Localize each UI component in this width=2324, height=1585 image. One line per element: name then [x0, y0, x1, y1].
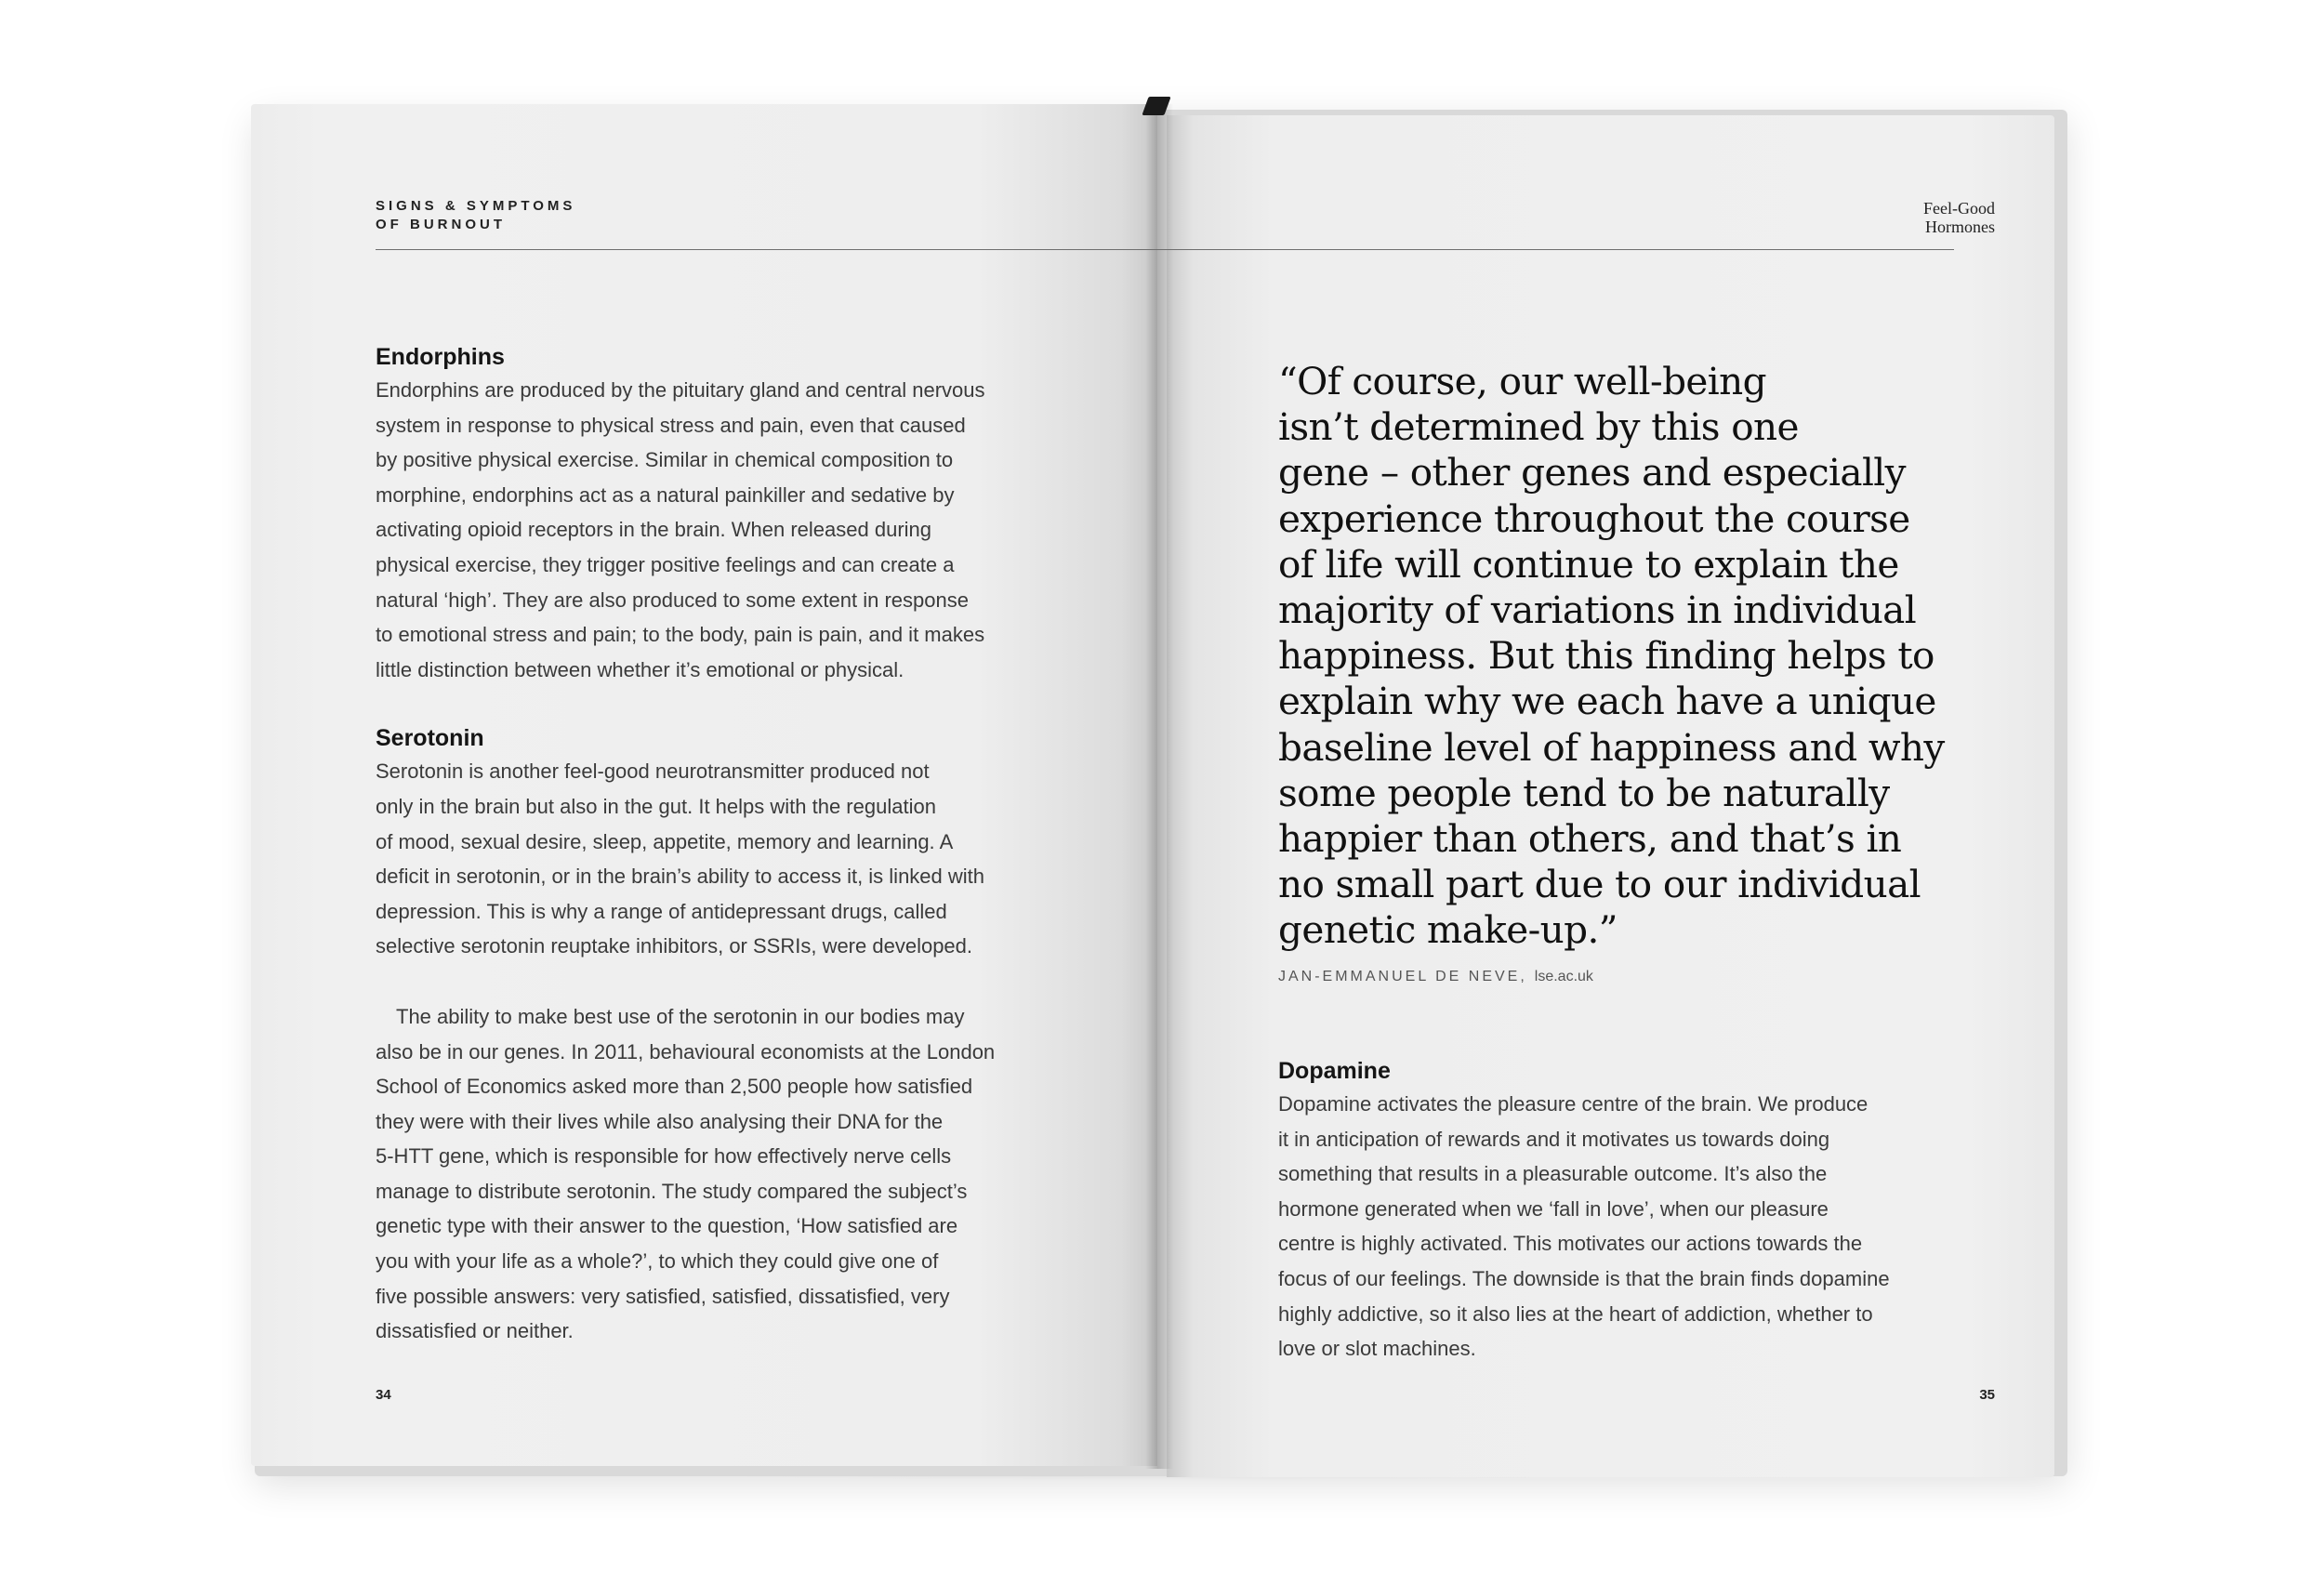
- text-line: little distinction between whether it’s emotional or physical.: [376, 657, 905, 681]
- running-head-left-line-2: OF BURNOUT: [376, 217, 506, 232]
- text-line: deficit in serotonin, or in the brain’s ability to access it, is linked with: [376, 865, 985, 889]
- quote-line: gene – other genes and especially: [1278, 450, 1906, 495]
- text-line: morphine, endorphins act as a natural painkiller and sedative by: [376, 482, 955, 507]
- text-line: centre is highly activated. This motivates our actions towards the: [1278, 1232, 1863, 1256]
- running-head-right-line-2: Hormones: [1925, 218, 1995, 236]
- text-line: system in response to physical stress and pain, even that caused: [376, 413, 966, 437]
- page-number-left: 34: [376, 1387, 391, 1403]
- text-line: natural ‘high’. They are also produced to some extent in response: [376, 588, 969, 612]
- text-line: of mood, sexual desire, sleep, appetite, memory and learning. A: [376, 829, 954, 853]
- quote-line: experience throughout the course: [1278, 495, 1910, 541]
- quote-line: some people tend to be naturally: [1278, 770, 1890, 815]
- text-line: you with your life as a whole?’, to which they could give one of: [376, 1249, 939, 1274]
- text-line: hormone generated when we ‘fall in love’, when our pleasure: [1278, 1196, 1829, 1221]
- text-line: physical exercise, they trigger positive feelings and can create a: [376, 552, 955, 576]
- text-line: School of Economics asked more than 2,500 people how satisfied: [376, 1075, 973, 1099]
- page-number-right: 35: [1979, 1387, 1995, 1403]
- paragraph-spacer: [376, 964, 1045, 999]
- section-heading-serotonin: Serotonin: [376, 725, 484, 752]
- quote-line: happier than others, and that’s in: [1278, 816, 1902, 862]
- text-line: dissatisfied or neither.: [376, 1319, 574, 1343]
- quote-line: baseline level of happiness and why: [1278, 724, 1945, 770]
- right-page: [1167, 115, 2054, 1477]
- quote-line: of life will continue to explain the: [1278, 541, 1899, 587]
- text-line: something that results in a pleasurable outcome. It’s also the: [1278, 1162, 1828, 1186]
- text-line: only in the brain but also in the gut. It helps with the regulation: [376, 794, 936, 818]
- text-line: also be in our genes. In 2011, behavioural economists at the London: [376, 1039, 996, 1063]
- text-line: Dopamine activates the pleasure centre of the brain. We produce: [1278, 1092, 1868, 1116]
- paragraph-serotonin: [376, 754, 1045, 964]
- running-head-right: [1923, 199, 1995, 236]
- paragraph-dopamine: [1278, 1087, 1957, 1367]
- quote-line: no small part due to our individual: [1278, 862, 1921, 907]
- text-line: genetic type with their answer to the question, ‘How satisfied are: [376, 1214, 958, 1238]
- text-line: they were with their lives while also analysing their DNA for the: [376, 1109, 944, 1133]
- section-heading-dopamine: Dopamine: [1278, 1058, 1391, 1084]
- quote-line: isn’t determined by this one: [1278, 404, 1799, 450]
- text-line: manage to distribute serotonin. The study compared the subject’s: [376, 1179, 968, 1203]
- quote-attribution: [1278, 969, 1593, 985]
- right-page-body: [1278, 1055, 1957, 1367]
- book-spine: [1145, 104, 1173, 1469]
- text-line: highly addictive, so it also lies at the heart of addiction, whether to: [1278, 1301, 1873, 1326]
- left-page: [251, 104, 1157, 1466]
- quote-line: explain why we each have a unique: [1278, 679, 1936, 724]
- running-head-left: [376, 197, 575, 234]
- text-line: focus of our feelings. The downside is that the brain finds dopamine: [1278, 1266, 1890, 1290]
- text-line: Endorphins are produced by the pituitary gland and central nervous: [376, 378, 985, 402]
- paragraph-endorphins: [376, 373, 1045, 687]
- running-head-left-line-1: SIGNS & SYMPTOMS: [376, 198, 576, 214]
- section-spacer: [376, 687, 1045, 722]
- attribution-source: lse.ac.uk: [1534, 969, 1593, 984]
- attribution-name: JAN-EMMANUEL DE NEVE,: [1278, 969, 1527, 984]
- running-head-right-line-1: Feel-Good: [1923, 199, 1995, 218]
- text-line: selective serotonin reuptake inhibitors, or SSRIs, were developed.: [376, 934, 973, 958]
- text-line: love or slot machines.: [1278, 1337, 1476, 1361]
- paragraph-serotonin-genes: [376, 999, 1045, 1349]
- text-line: The ability to make best use of the serotonin in our bodies may: [396, 1004, 965, 1028]
- text-line: Serotonin is another feel-good neurotransmitter produced not: [376, 759, 930, 784]
- text-line: 5-HTT gene, which is responsible for how effectively nerve cells: [376, 1144, 952, 1169]
- text-line: activating opioid receptors in the brain. When released during: [376, 518, 932, 542]
- quote-line: genetic make-up.”: [1278, 907, 1618, 953]
- section-heading-endorphins: Endorphins: [376, 344, 505, 370]
- header-rule: [376, 249, 1954, 250]
- open-book: [251, 104, 2073, 1480]
- left-page-body: [376, 341, 1045, 1349]
- text-line: to emotional stress and pain; to the body, pain is pain, and it makes: [376, 623, 985, 647]
- text-line: it in anticipation of rewards and it motivates us towards doing: [1278, 1127, 1830, 1151]
- quote-line: happiness. But this finding helps to: [1278, 633, 1934, 679]
- text-line: five possible answers: very satisfied, satisfied, dissatisfied, very: [376, 1284, 950, 1308]
- quote-line: majority of variations in individual: [1278, 588, 1917, 633]
- text-line: depression. This is why a range of antidepressant drugs, called: [376, 899, 947, 923]
- text-line: by positive physical exercise. Similar in chemical composition to: [376, 448, 954, 472]
- pull-quote: [1278, 359, 1985, 954]
- quote-line: “Of course, our well-being: [1278, 359, 1766, 403]
